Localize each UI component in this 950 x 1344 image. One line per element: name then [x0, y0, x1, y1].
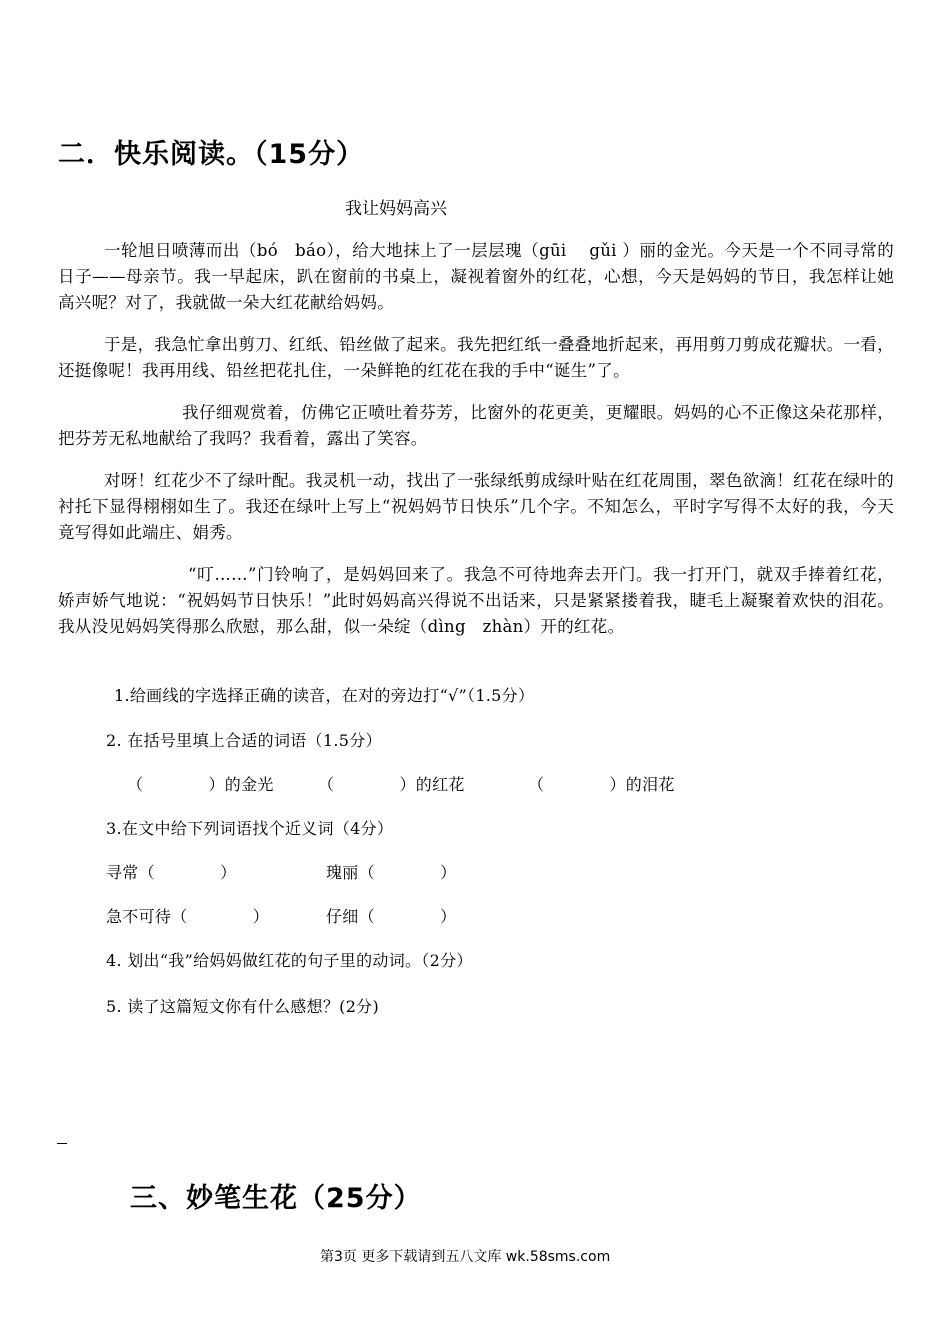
story-paragraph-4: 对呀！红花少不了绿叶配。我灵机一动，找出了一张绿纸剪成绿叶贴在红花周围，翠色欲滴！红花在绿叶的衬托下显得栩栩如生了。我还在绿叶上写上“祝妈妈节日快乐”几个字。不知怎么，平时字写得不太好的我，今天竟写得如此端庄、娟秀。 [58, 471, 894, 542]
story-paragraph-1: 一轮旭日喷薄而出（bó báo），给大地抹上了一层层瑰（gūi gǔi ）丽的金光。今天是一个不同寻常的日子——母亲节。我一早起床，趴在窗前的书桌上，凝视着窗外的红花，心想，今天是妈妈的节日，我怎样让她高兴呢？对了，我就做一朵大红花献给妈妈。 [58, 241, 894, 312]
question-1: 1.给画线的字选择正确的读音，在对的旁边打“√”（1.5分） [114, 686, 535, 705]
story-title: 我让妈妈高兴 [345, 199, 447, 219]
q2-blank-tears[interactable]: （ ）的泪花 [528, 775, 675, 794]
q2-blank-red-flower[interactable]: （ ）的红花 [318, 775, 465, 794]
q3-item-zixi[interactable]: 仔细（ ） [326, 907, 457, 926]
q3-item-jibukedai[interactable]: 急不可待（ ） [106, 907, 270, 926]
page-mark-dash [57, 1143, 67, 1144]
story-paragraph-5: “叮……”门铃响了，是妈妈回来了。我急不可待地奔去开门。我一打开门，就双手捧着红花，娇声娇气地说：“祝妈妈节日快乐！”此时妈妈高兴得说不出话来，只是紧紧搂着我，睫毛上凝聚着欢快的泪花。我从没见妈妈笑得那么欣慰，那么甜，似一朵绽（dìng zhàn）开的红花。 [58, 565, 894, 636]
question-4: 4. 划出“我”给妈妈做红花的句子里的动词。（2分） [106, 951, 473, 970]
q3-item-xunchang[interactable]: 寻常（ ） [106, 863, 237, 882]
question-2: 2. 在括号里填上合适的词语（1.5分） [106, 731, 382, 750]
q2-blank-golden-light[interactable]: （ ）的金光 [127, 775, 274, 794]
q3-item-guili[interactable]: 瑰丽（ ） [326, 863, 457, 882]
story-paragraph-3: 我仔细观赏着，仿佛它正喷吐着芬芳，比窗外的花更美，更耀眼。妈妈的心不正像这朵花那样，把芬芳无私地献给了我吗？我看着，露出了笑容。 [58, 403, 894, 448]
question-5: 5. 读了这篇短文你有什么感想？(2分) [106, 997, 380, 1016]
section-3-title: 三、妙笔生花（25分） [130, 1183, 422, 1214]
page-footer: 第3页 更多下载请到五八文库 wk.58sms.com [320, 1249, 611, 1265]
section-2-title: 二．快乐阅读。（15分） [58, 139, 365, 170]
story-paragraph-2: 于是，我急忙拿出剪刀、红纸、铅丝做了起来。我先把红纸一叠叠地折起来，再用剪刀剪成花瓣状。一看，还挺像呢！我再用线、铅丝把花扎住，一朵鲜艳的红花在我的手中“诞生”了。 [58, 335, 894, 380]
question-3: 3.在文中给下列词语找个近义词（4分） [106, 819, 394, 838]
